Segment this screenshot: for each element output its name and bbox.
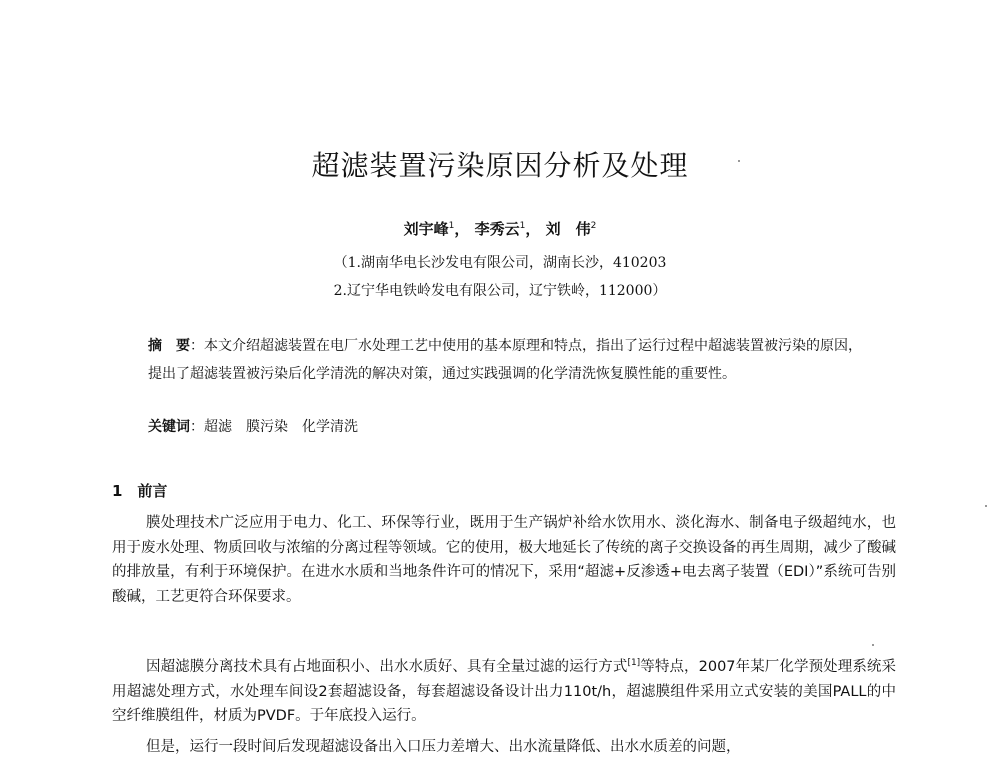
author-affiliation-mark: 1 [519, 221, 526, 231]
affiliation-1: （1.湖南华电长沙发电有限公司，湖南长沙，410203 [333, 255, 667, 271]
keywords-label: 关键词 [148, 419, 190, 435]
body-paragraph: 膜处理技术广泛应用于电力、化工、环保等行业，既用于生产锅炉补给水饮用水、淡化海水、制备电子级超纯水，也用于废水处理、物质回收与浓缩的分离过程等领域。它的使用，极大地延长了传统的离子交换设备的再生周期，减少了酸碱的排放量，有利于环境保护。在进水水质和当地条件许可的情况下，采用“超滤+反渗透+电去离子装置（EDI）”系统可告别酸碱，工艺更符合环保要求。 [112, 515, 896, 605]
author-name: 李秀云 [474, 220, 520, 238]
scan-speck [872, 644, 874, 646]
paragraph-text: 等特点，2007年某厂化学预处理系统采用超滤处理方式，水处理车间设2套超滤设备，每套超滤设备设计出力110t/h，超滤膜组件采用立式安装的美国PALL的中空纤维膜组件，材质为PVDF。于年底投入运行。 [112, 659, 897, 724]
paper-title: 超滤装置污染原因分析及处理 [311, 149, 689, 182]
abstract-label: 摘 要 [148, 338, 190, 354]
abstract [148, 332, 868, 388]
author-affiliation-mark: 1 [448, 221, 455, 231]
affiliation-2: 2.辽宁华电铁岭发电有限公司，辽宁铁岭，112000） [333, 283, 667, 299]
scan-speck [985, 505, 987, 507]
body-paragraph: 但是，运行一段时间后发现超滤设备出入口压力差增大、出水流量降低、出水水质差的问题， [146, 739, 741, 755]
author-name: 刘宇峰 [403, 220, 449, 238]
author-affiliation-mark: 2 [590, 221, 597, 231]
body-paragraph [112, 651, 896, 729]
keywords-text: ：超滤 膜污染 化学清洗 [190, 419, 358, 435]
abstract-text: ：本文介绍超滤装置在电厂水处理工艺中使用的基本原理和特点，指出了运行过程中超滤装置被污染的原因，提出了超滤装置被污染后化学清洗的解决对策，通过实践强调的化学清洗恢复膜性能的重要性。 [148, 338, 862, 382]
author-name: 刘 伟 [545, 220, 591, 238]
citation-reference: [1] [627, 658, 641, 668]
author-list [0, 218, 1000, 239]
scan-speck [738, 160, 740, 162]
section-heading-introduction: 1 前言 [112, 482, 168, 500]
author-separator: ， [454, 220, 470, 238]
paragraph-text: 因超滤膜分离技术具有占地面积小、出水水质好、具有全量过滤的运行方式 [146, 659, 628, 675]
author-separator: ， [525, 220, 541, 238]
keywords [148, 416, 358, 436]
